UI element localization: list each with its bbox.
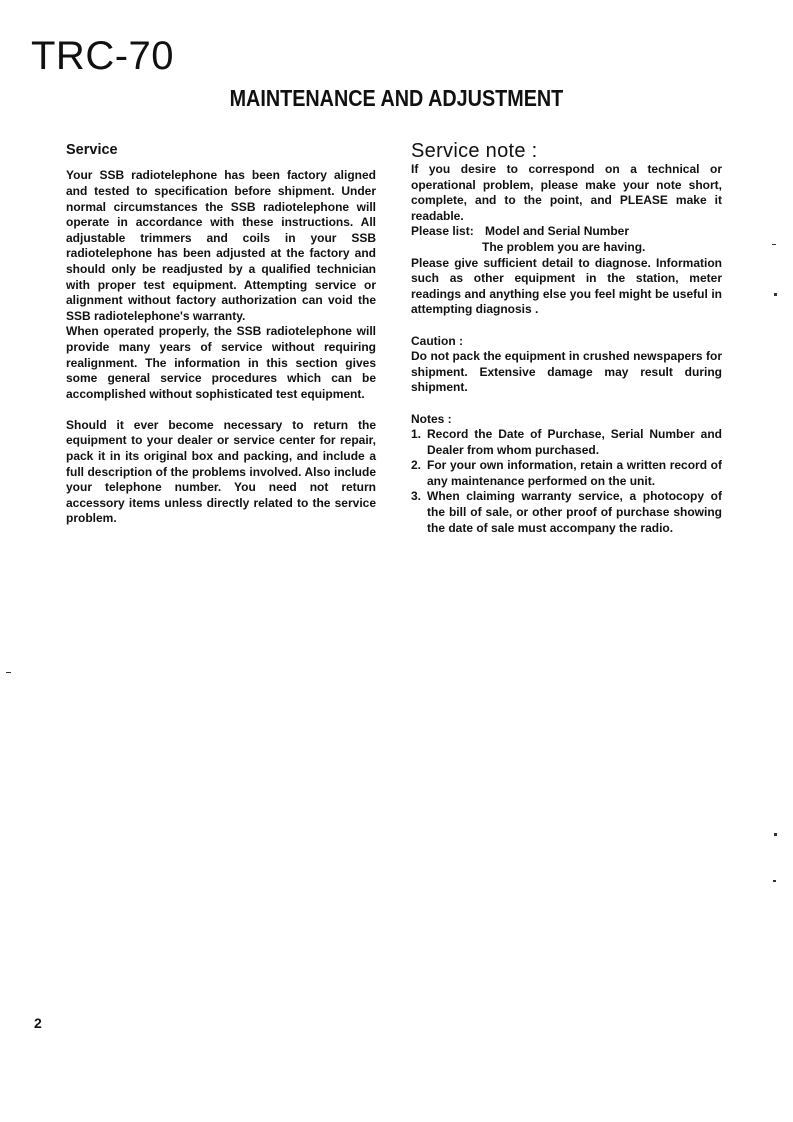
service-heading: Service — [66, 142, 118, 158]
please-list-item-2: The problem you are having. — [482, 239, 646, 254]
note-number: 1. — [411, 427, 422, 442]
page-title — [55, 85, 737, 112]
notes-list — [411, 427, 722, 536]
notes-heading: Notes : — [411, 411, 452, 426]
service-paragraph-2: When operated properly, the SSB radiotelephone will provide many years of service without requiring realignment. The information in this section gives some general service procedures which can be accomplished without sophisticated test equipment. — [66, 324, 376, 401]
scan-speck — [6, 672, 11, 673]
note-item — [411, 427, 722, 458]
paragraph-spacer — [411, 396, 722, 412]
service-note-heading: Service note : — [411, 140, 538, 162]
scan-speck — [774, 833, 777, 836]
service-paragraph-3: Should it ever become necessary to return the equipment to your dealer or service center for repair, pack it in its original box and packing, and include a full description of the problems involved. Also include your telephone number. You need not return accessory items unless directly related to the service problem. — [66, 417, 376, 526]
paragraph-spacer — [66, 402, 376, 418]
note-item — [411, 458, 722, 489]
service-note-section — [411, 140, 722, 536]
model-name: TRC-70 — [31, 34, 175, 78]
note-number: 3. — [411, 489, 422, 504]
service-note-intro: If you desire to correspond on a technical or operational problem, please make your note short, complete, and to the point, and PLEASE make it readable. — [411, 162, 722, 223]
service-section — [66, 142, 376, 527]
caution-text: Do not pack the equipment in crushed newspapers for shipment. Extensive damage may result during shipment. — [411, 349, 722, 395]
service-paragraph-1: Your SSB radiotelephone has been factory aligned and tested to specification before shipment. Under normal circumstances the SSB radiotelephone will operate in accordance with these instructions. All adjustable trimmers and coils in your SSB radiotelephone has been adjusted at the factory and should only be readjusted by a qualified technician with proper test equipment. Attempting service or alignment without factory authorization can void the SSB radiotelephone's warranty. — [66, 168, 376, 323]
page-number: 2 — [34, 1015, 42, 1031]
note-text: For your own information, retain a written record of any maintenance performed on the unit. — [427, 458, 722, 488]
note-item — [411, 489, 722, 536]
scan-speck — [774, 293, 777, 296]
page-title-text: MAINTENANCE AND ADJUSTMENT — [229, 85, 564, 111]
note-text: Record the Date of Purchase, Serial Number and Dealer from whom purchased. — [427, 427, 722, 457]
note-text: When claiming warranty service, a photocopy of the bill of sale, or other proof of purchase showing the date of sale must accompany the radio. — [427, 489, 722, 535]
scan-speck — [773, 880, 776, 882]
please-list-label: Please list: — [411, 224, 474, 239]
please-list-row — [411, 224, 722, 240]
paragraph-spacer — [411, 318, 722, 334]
scan-speck — [772, 244, 776, 245]
caution-heading: Caution : — [411, 333, 463, 348]
note-number: 2. — [411, 458, 422, 473]
service-note-detail: Please give sufficient detail to diagnose. Information such as other equipment in the station, meter readings and anything else you feel might be useful in attempting diagnosis . — [411, 255, 722, 317]
please-list-item-1: Model and Serial Number — [485, 224, 630, 239]
